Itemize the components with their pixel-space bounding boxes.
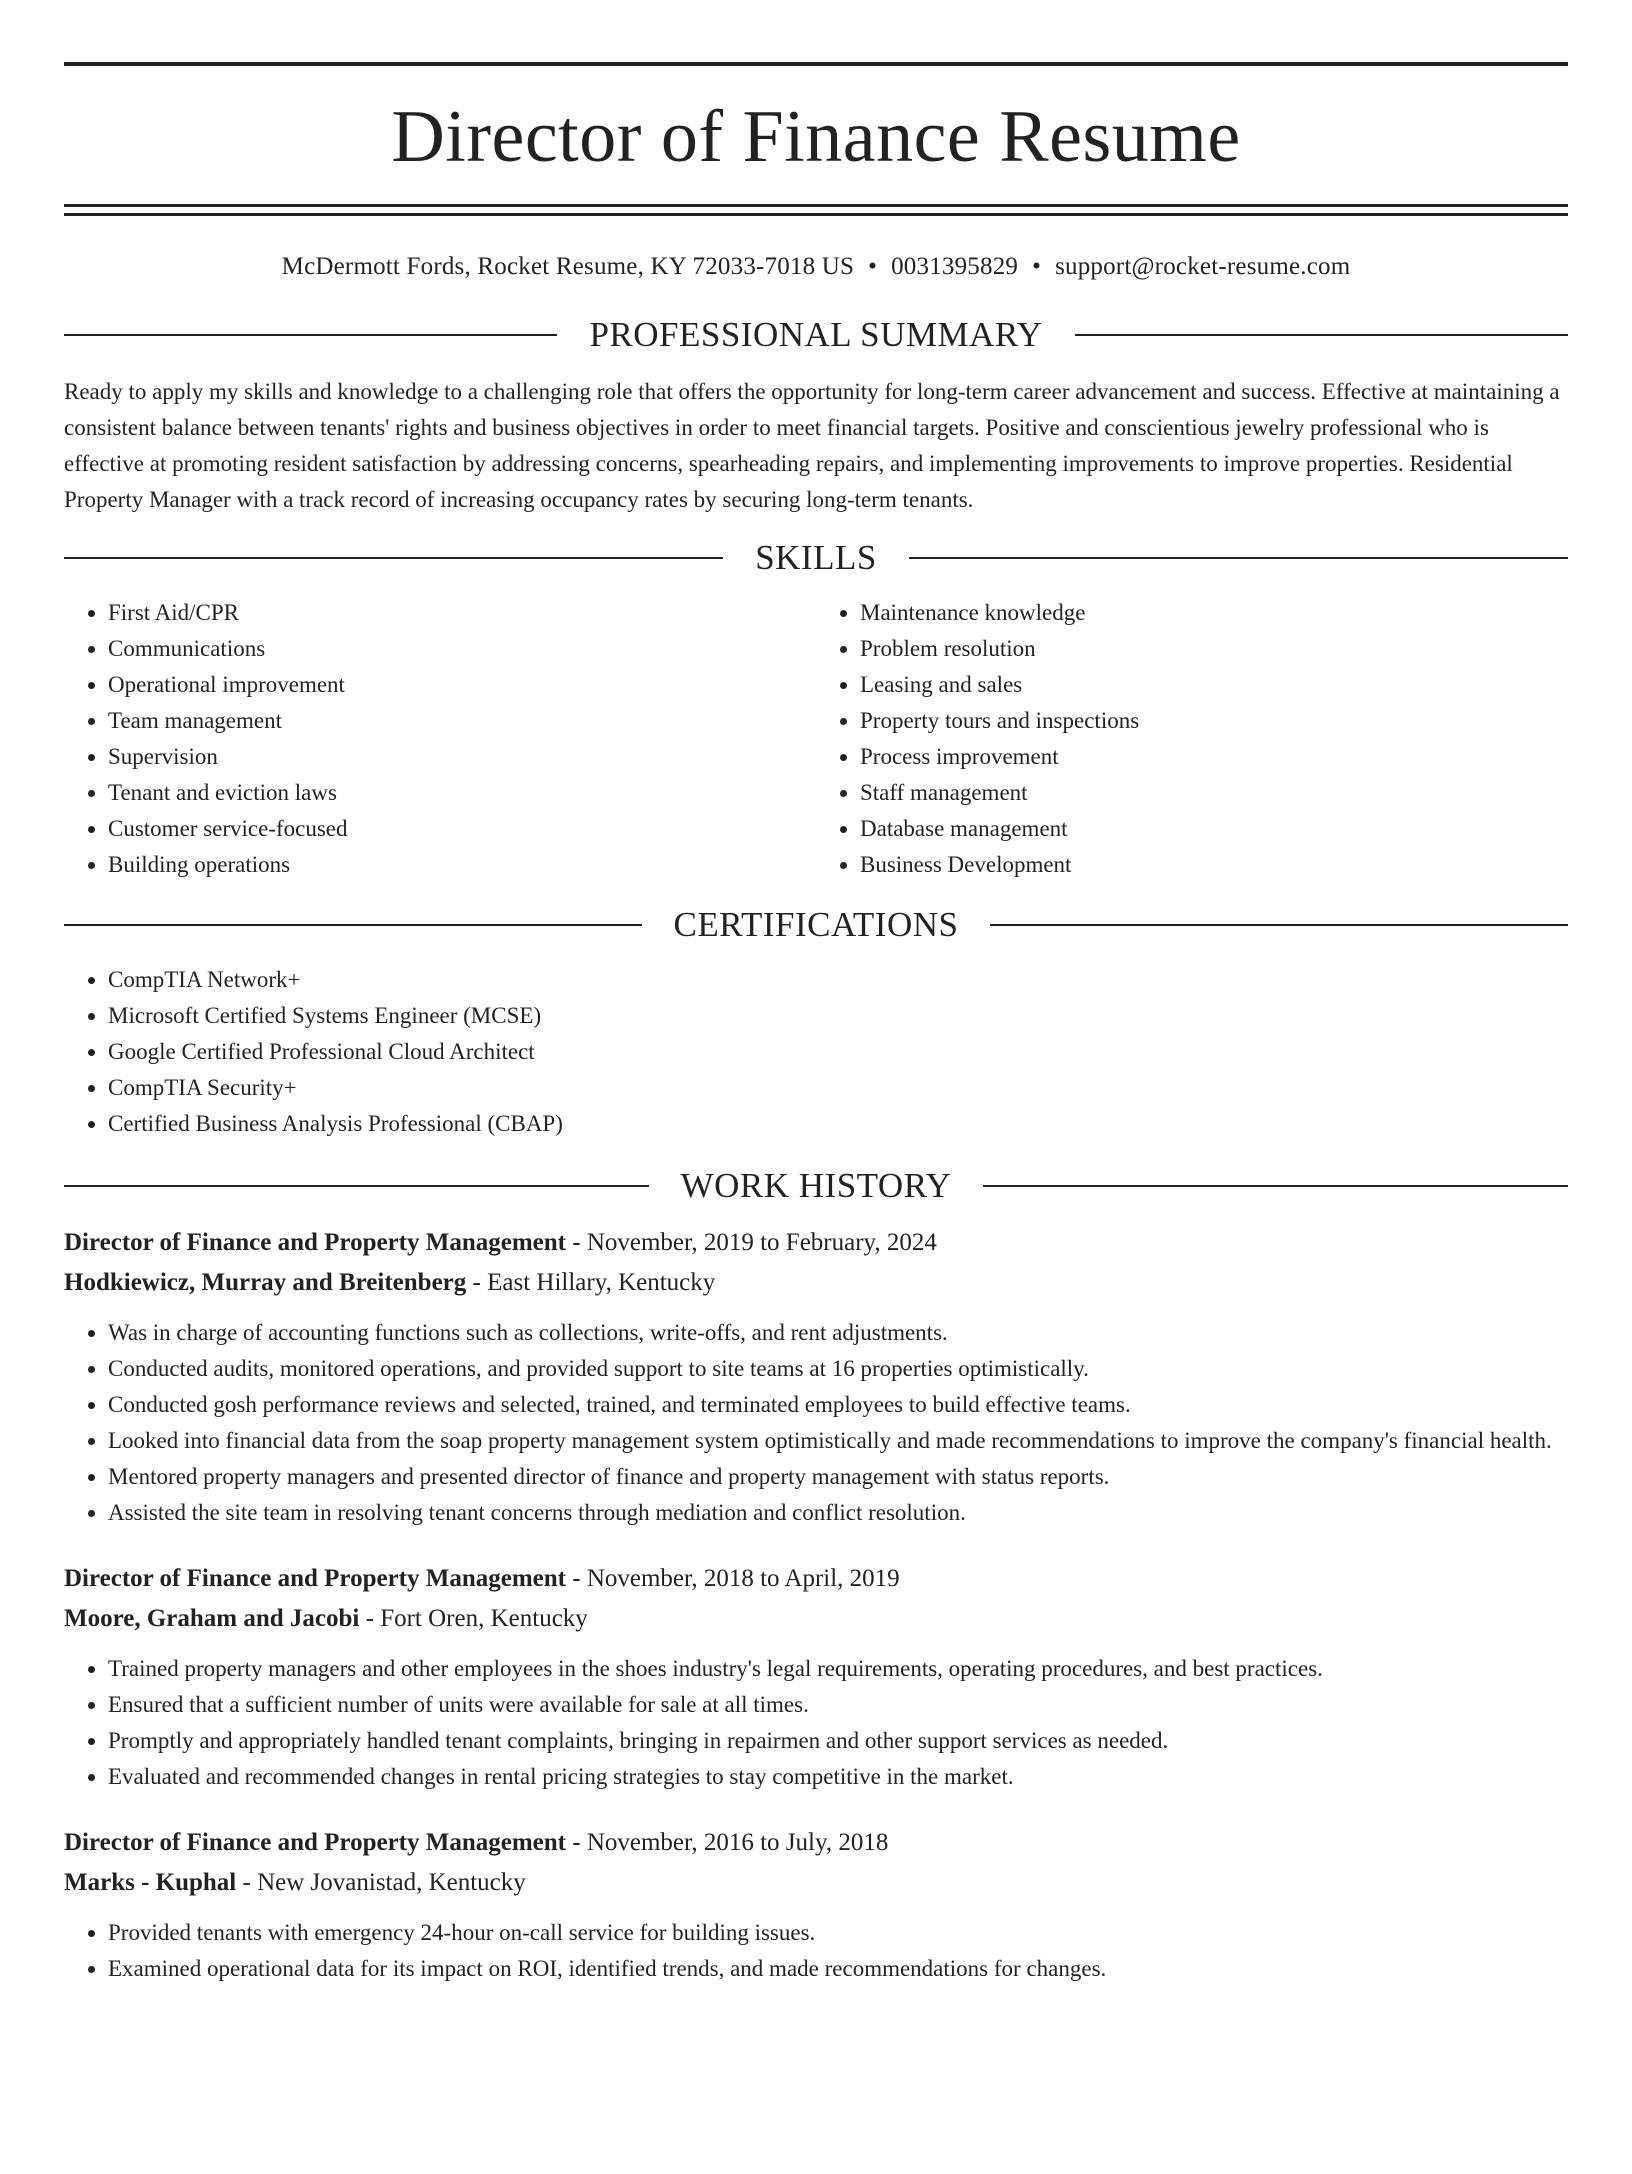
divider [64,334,557,336]
summary-section-header [64,317,1568,352]
list-item: • Maintenance knowledge [860,595,1568,631]
work-heading: WORK HISTORY [680,1166,952,1205]
divider [64,924,642,926]
job-location: Fort Oren, Kentucky [380,1605,588,1632]
list-item: • Problem resolution [860,631,1568,667]
job-company-line: Moore, Graham and Jacobi - Fort Oren, Kentucky [64,1605,588,1632]
resume-page [0,62,1632,2174]
job-location: East Hillary, Kentucky [487,1269,716,1296]
list-item: • Examined operational data for its impact on ROI, identified trends, and made recommendations for changes. [108,1951,1568,1987]
certifications-heading: CERTIFICATIONS [673,905,959,944]
job-company-line: Hodkiewicz, Murray and Breitenberg - East Hillary, Kentucky [64,1269,716,1296]
list-item: • Ensured that a sufficient number of units were available for sale at all times. [108,1687,1568,1723]
list-item: • Conducted gosh performance reviews and selected, trained, and terminated employees to build effective teams. [108,1387,1568,1423]
job-company: Hodkiewicz, Murray and Breitenberg [64,1269,467,1296]
list-item: • Property tours and inspections [860,703,1568,739]
skills-list-left [64,595,816,883]
job-dates: November, 2018 to April, 2019 [586,1565,900,1592]
divider [983,1185,1568,1187]
skills-grid [64,595,1568,883]
list-item: • Was in charge of accounting functions such as collections, write-offs, and rent adjustments. [108,1315,1568,1351]
job-title: Director of Finance and Property Management [64,1829,566,1856]
list-item: • Business Development [860,847,1568,883]
job-title: Director of Finance and Property Management [64,1229,566,1256]
list-item: • Looked into financial data from the soap property management system optimistically and made recommendations to improve the company's financial health. [108,1423,1568,1459]
job-entry [64,1823,1568,1987]
list-item: • Provided tenants with emergency 24-hour on-call service for building issues. [108,1915,1568,1951]
contact-address: McDermott Fords, Rocket Resume, KY 72033-7018 US [281,253,855,280]
divider [64,557,723,559]
job-title-line: Director of Finance and Property Management - November, 2018 to April, 2019 [64,1565,900,1592]
contact-separator: • [1032,253,1042,280]
job-title: Director of Finance and Property Management [64,1565,566,1592]
title-double-rule [64,204,1568,216]
skills-list-right [816,595,1568,883]
list-item: • Operational improvement [108,667,816,703]
page-title: Director of Finance Resume [391,96,1241,178]
job-company: Marks - Kuphal [64,1869,237,1896]
job-bullets [64,1915,1568,1987]
list-item: • Database management [860,811,1568,847]
list-item: • Customer service-focused [108,811,816,847]
list-item: • Communications [108,631,816,667]
job-entry [64,1559,1568,1795]
job-dates: November, 2016 to July, 2018 [586,1829,889,1856]
job-location: New Jovanistad, Kentucky [257,1869,526,1896]
certifications-list [64,962,1568,1142]
list-item: • Trained property managers and other employees in the shoes industry's legal requirements, operating procedures, and best practices. [108,1651,1568,1687]
divider [990,924,1568,926]
list-item: • CompTIA Security+ [108,1070,1568,1106]
skills-section-header [64,540,1568,575]
list-item: • Mentored property managers and presented director of finance and property management with status reports. [108,1459,1568,1495]
list-item: • Building operations [108,847,816,883]
list-item: • Promptly and appropriately handled tenant complaints, bringing in repairmen and other support services as needed. [108,1723,1568,1759]
top-rule [64,62,1568,66]
list-item: • Microsoft Certified Systems Engineer (MCSE) [108,998,1568,1034]
list-item: • CompTIA Network+ [108,962,1568,998]
job-dates: November, 2019 to February, 2024 [586,1229,937,1256]
divider [909,557,1568,559]
list-item: • Conducted audits, monitored operations, and provided support to site teams at 16 properties optimistically. [108,1351,1568,1387]
summary-heading: PROFESSIONAL SUMMARY [589,315,1043,354]
list-item: • Process improvement [860,739,1568,775]
job-title-line: Director of Finance and Property Management - November, 2016 to July, 2018 [64,1829,889,1856]
contact-line [64,254,1568,279]
job-company: Moore, Graham and Jacobi [64,1605,360,1632]
job-company-line: Marks - Kuphal - New Jovanistad, Kentucky [64,1869,526,1896]
list-item: • Google Certified Professional Cloud Architect [108,1034,1568,1070]
skills-heading: SKILLS [755,538,877,577]
list-item: • Staff management [860,775,1568,811]
list-item: • Evaluated and recommended changes in rental pricing strategies to stay competitive in the market. [108,1759,1568,1795]
divider [1075,334,1568,336]
summary-text: Ready to apply my skills and knowledge to a challenging role that offers the opportunity for long-term career advancement and success. Effective at maintaining a consistent balance between tenants' rights and business objectives in order to meet financial targets. Positive and conscientious jewelry professional who is effective at promoting resident satisfaction by addressing concerns, spearheading repairs, and implementing improvements to improve properties. Residential Property Manager with a track record of increasing occupancy rates by securing long-term tenants. [64,379,1560,512]
job-entry [64,1223,1568,1531]
list-item: • Team management [108,703,816,739]
list-item: • Supervision [108,739,816,775]
contact-email: support@rocket-resume.com [1055,253,1351,280]
list-item: • Leasing and sales [860,667,1568,703]
job-title-line: Director of Finance and Property Management - November, 2019 to February, 2024 [64,1229,937,1256]
job-bullets [64,1315,1568,1531]
list-item: • First Aid/CPR [108,595,816,631]
list-item: • Certified Business Analysis Professional (CBAP) [108,1106,1568,1142]
contact-separator: • [868,253,878,280]
list-item: • Assisted the site team in resolving tenant concerns through mediation and conflict resolution. [108,1495,1568,1531]
job-bullets [64,1651,1568,1795]
work-section-header [64,1168,1568,1203]
certifications-section-header [64,907,1568,942]
list-item: • Tenant and eviction laws [108,775,816,811]
divider [64,1185,649,1187]
contact-phone: 0031395829 [891,253,1019,280]
